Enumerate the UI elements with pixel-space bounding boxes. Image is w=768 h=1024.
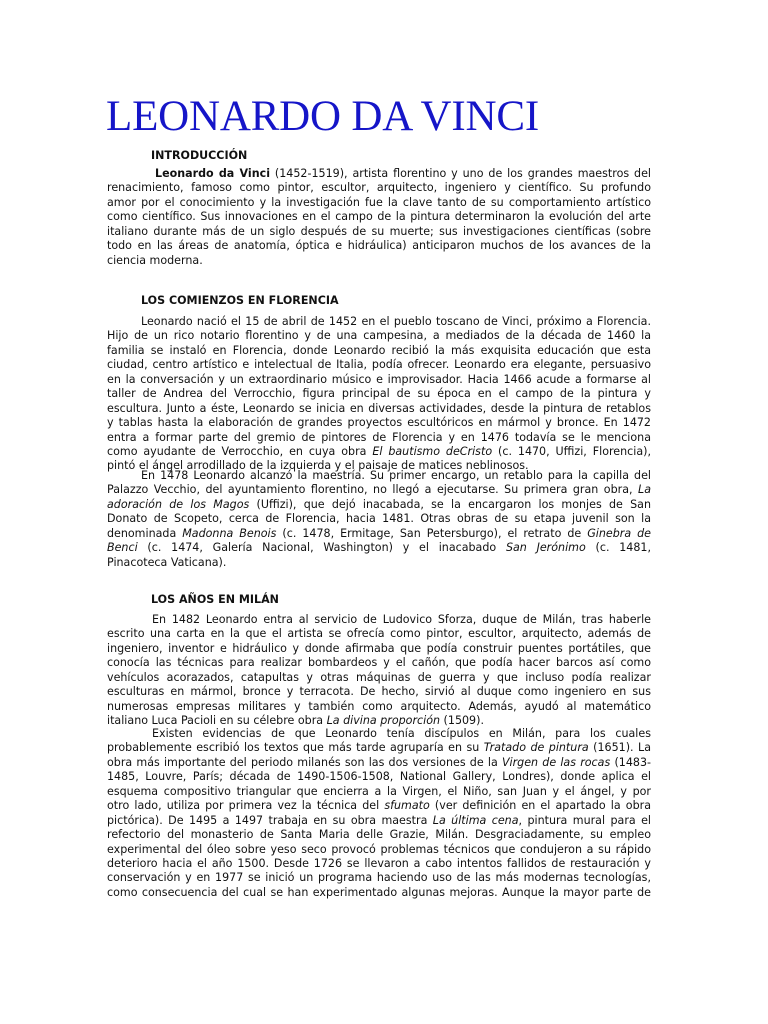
text-line: Leonardo nació el 15 de abril de 1452 en el pueblo toscano de Vinci, próximo a Florencia.	[141, 315, 651, 328]
text-line: como consecuencia del cual se han experimentado algunas mejoras. Aunque la mayor parte de	[107, 885, 651, 899]
text-line: deterioro hacia el año 1500. Desde 1726 se llevaron a cabo intentos fallidos de restauración y	[107, 856, 651, 870]
text-line: conservación y en 1977 se inició un programa haciendo uso de las más modernas tecnologías,	[107, 871, 651, 885]
text-line: ciencia moderna.	[107, 253, 203, 267]
heading-anos-milan: LOS AÑOS EN MILÁN	[151, 593, 279, 606]
document-title: LEONARDO DA VINCI	[106, 93, 539, 140]
text-line: escultura. Junto a éste, Leonardo se inicia en diversas actividades, desde la pintura de retablos	[107, 401, 651, 415]
heading-comienzos-florencia: LOS COMIENZOS EN FLORENCIA	[141, 294, 339, 307]
text-line: pictórica). De 1495 a 1497 trabaja en su obra maestra La última cena, pintura mural para el	[107, 813, 651, 827]
paragraph-milan-2	[107, 727, 651, 900]
text-line: obra más importante del periodo milanés son las dos versiones de la Virgen de las rocas (1483-	[107, 755, 651, 769]
text-line: vehículos acorazados, catapultas y otras máquinas de guerra y que incluso podía realizar	[107, 670, 651, 684]
text-line: italiano durante más de un siglo después de su muerte; sus investigaciones científicas (sobre	[107, 224, 651, 238]
text-line: en la conversación y un extraordinario músico e improvisador. Hacia 1466 acude a formarse al	[107, 372, 651, 386]
text-line: como científico. Sus innovaciones en el campo de la pintura determinaron la evolución del arte	[107, 210, 651, 224]
text-line: italiano Luca Pacioli en su célebre obra La divina proporción (1509).	[107, 714, 484, 728]
text-line: En 1478 Leonardo alcanzó la maestría. Su primer encargo, un retablo para la capilla del	[141, 469, 651, 482]
text-line: otro lado, utiliza por primera vez la técnica del sfumato (ver definición en el apartado la obra	[107, 799, 651, 813]
text-line: ingeniero, inventor e hidráulico y donde afirmaba que podía construir puentes portátiles, que	[107, 641, 651, 655]
text-line: Palazzo Vecchio, del ayuntamiento florentino, no llegó a ejecutarse. Su primera gran obra, La	[107, 483, 651, 497]
heading-introduccion: INTRODUCCIÓN	[151, 149, 248, 162]
text-line: denominada Madonna Benois (c. 1478, Ermitage, San Petersburgo), el retrato de Ginebra de	[107, 526, 651, 540]
text-line: entra a formar parte del gremio de pintores de Florencia y en 1476 todavía se le menciona	[107, 430, 651, 444]
text-line: Donato de Scopeto, cerca de Florencia, hacia 1481. Otras obras de su etapa juvenil son la	[107, 512, 651, 526]
text-line: Benci (c. 1474, Galería Nacional, Washington) y el inacabado San Jerónimo (c. 1481,	[107, 541, 651, 555]
text-line: esculturas en mármol, bronce y terracota. De hecho, sirvió al duque como ingeniero en sus	[107, 685, 651, 699]
text-line: escrito una carta en la que el artista se ofrecía como pintor, escultor, arquitecto, además de	[107, 627, 651, 641]
text-line: numerosas empresas militares y también como arquitecto. Además, ayudó al matemático	[107, 699, 651, 713]
text-line: experimental del óleo sobre yeso seco provocó problemas técnicos que condujeron a su rápido	[107, 842, 651, 856]
text-line: ciudad, centro artístico e intelectual de Italia, podía ofrecer. Leonardo era elegante, persuasivo	[107, 358, 651, 372]
text-line: Hijo de un rico notario florentino y de una campesina, a mediados de la década de 1460 la	[107, 329, 651, 343]
text-line: pintó el ángel arrodillado de la izquierda y el paisaje de matices neblinosos.	[107, 459, 529, 473]
text-line: Leonardo da Vinci (1452-1519), artista florentino y uno de los grandes maestros del	[155, 167, 651, 180]
text-line: todo en las áreas de anatomía, óptica e hidráulica) anticiparon muchos de los avances de la	[107, 239, 651, 253]
text-line: amor por el conocimiento y la investigación fue la clave tanto de su comportamiento artístico	[107, 195, 651, 209]
text-line: taller de Andrea del Verrocchio, figura principal de su época en el campo de la pintura y	[107, 387, 651, 401]
text-line: renacimiento, famoso como pintor, escultor, arquitecto, ingeniero y científico. Su profundo	[107, 181, 651, 195]
text-line: 1485, Louvre, París; década de 1490-1506-1508, National Gallery, Londres), donde aplica el	[107, 770, 651, 784]
text-line: probablemente escribió los textos que más tarde agruparía en su Tratado de pintura (1651). La	[107, 741, 651, 755]
text-line: refectorio del monasterio de Santa Maria delle Grazie, Milán. Desgraciadamente, su empleo	[107, 828, 651, 842]
paragraph-intro	[107, 167, 651, 268]
text-line: familia se instaló en Florencia, donde Leonardo recibió la más exquisita educación que esta	[107, 343, 651, 357]
text-line: conocía las técnicas para realizar bombardeos y el cañón, que podía hacer barcos así como	[107, 656, 651, 670]
text-line: y tablas hasta la elaboración de grandes proyectos escultóricos en mármol y bronce. En 1472	[107, 416, 651, 430]
text-line: esquema compositivo triangular que encierra a la Virgen, el Niño, san Juan y el ángel, y por	[107, 784, 651, 798]
text-line: adoración de los Magos (Uffizi), que dejó inacabada, se la encargaron los monjes de San	[107, 497, 651, 511]
paragraph-milan-1	[107, 613, 651, 729]
text-line: Existen evidencias de que Leonardo tenía discípulos en Milán, para los cuales	[152, 727, 651, 740]
text-line: como ayudante de Verrocchio, en cuya obra El bautismo deCristo (c. 1470, Uffizi, Florencia),	[107, 444, 651, 458]
paragraph-florencia-1	[107, 315, 651, 474]
text-line: En 1482 Leonardo entra al servicio de Ludovico Sforza, duque de Milán, tras haberle	[152, 613, 651, 626]
text-line: Pinacoteca Vaticana).	[107, 555, 227, 569]
paragraph-florencia-2	[107, 469, 651, 570]
